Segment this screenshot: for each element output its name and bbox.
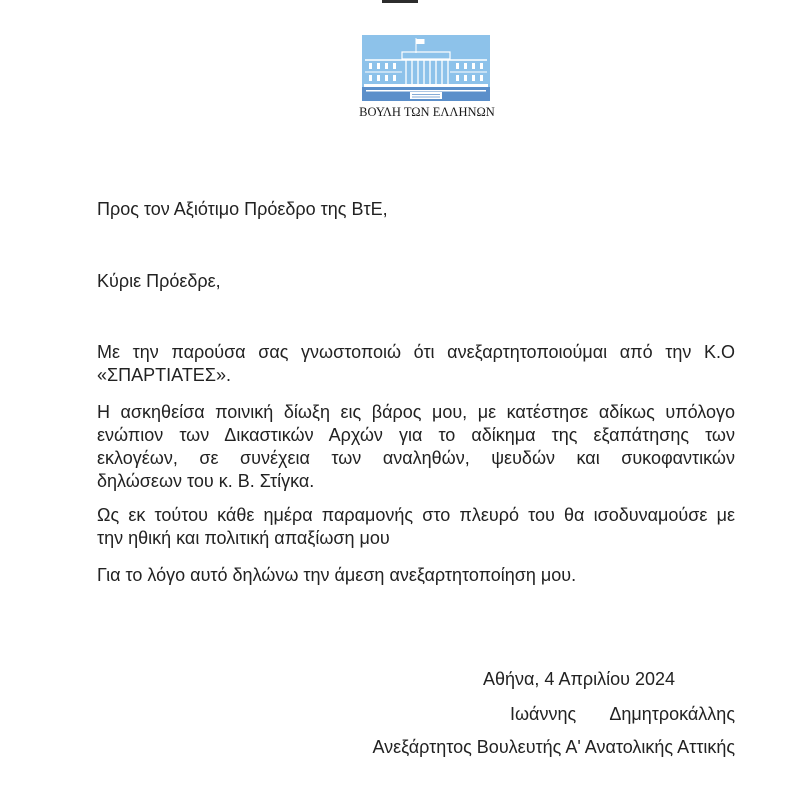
- top-edge-bar: [382, 0, 418, 3]
- recipient-line: Προς τον Αξιότιμο Πρόεδρο της ΒτΕ,: [97, 199, 388, 219]
- institution-name: ΒΟΥΛΗ ΤΩΝ ΕΛΛΗΝΩΝ: [359, 105, 495, 119]
- salutation-line: Κύριε Πρόεδρε,: [97, 271, 221, 291]
- paragraph-line: ενώπιον των Δικαστικών Αρχών για το αδίκημα της εξαπάτησης των: [97, 425, 735, 445]
- paragraph-line: δηλώσεων του κ. Β. Στίγκα.: [97, 471, 315, 491]
- paragraph-line: την ηθική και πολιτική απαξίωση μου: [97, 528, 390, 548]
- signature-place-date: Αθήνα, 4 Απριλίου 2024: [483, 669, 676, 689]
- paragraph-line: Με την παρούσα σας γνωστοποιώ ότι ανεξαρτητοποιούμαι από την Κ.Ο: [97, 342, 735, 362]
- signature-name: Ιωάννης Δημητροκάλλης: [510, 704, 735, 724]
- paragraph-line: Ως εκ τούτου κάθε ημέρα παραμονής στο πλευρό του θα ισοδυναμούσε με: [97, 505, 735, 525]
- paragraph-prosecution: [97, 401, 735, 493]
- paragraph-consequence: [97, 504, 735, 550]
- paragraph-line: «ΣΠΑΡΤΙΑΤΕΣ».: [97, 365, 231, 385]
- paragraph-line: Η ασκηθείσα ποινική δίωξη εις βάρος μου, με κατέστησε αδίκως υπόλογο: [97, 402, 735, 422]
- paragraph-line: Για το λόγο αυτό δηλώνω την άμεση ανεξαρτητοποίηση μου.: [97, 565, 577, 585]
- paragraph-line: εκλογέων, σε συνέχεια των αναληθών, ψευδών και συκοφαντικών: [97, 448, 735, 468]
- paragraph-independence-notice: [97, 341, 735, 387]
- paragraph-declaration: [97, 564, 735, 587]
- parliament-building-logo: [362, 35, 490, 101]
- signature-title: Ανεξάρτητος Βουλευτής Α' Ανατολικής Αττικής: [372, 737, 735, 757]
